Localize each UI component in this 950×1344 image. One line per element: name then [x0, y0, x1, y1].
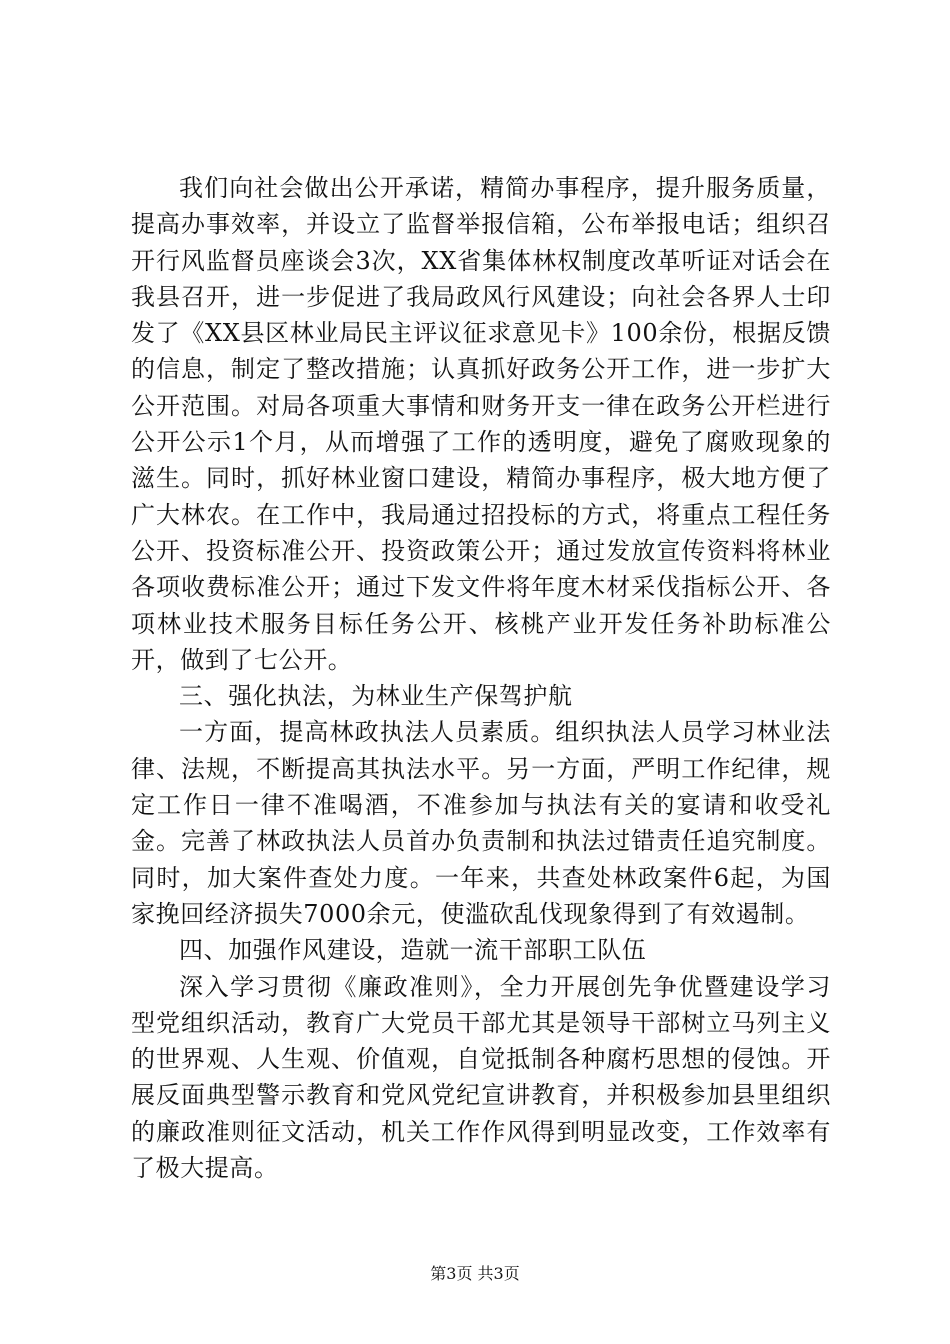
page-number-footer: 第3页 共3页 [430, 1264, 520, 1283]
section-heading-law-enforcement: 三、强化执法，为林业生产保驾护航 [179, 682, 573, 711]
paragraph-law-enforcement: 一方面，提高林政执法人员素质。组织执法人员学习林业法律、法规，不断提高其执法水平。另一方面，严明工作纪律，规定工作日一律不准喝酒，不准参加与执法有关的宴请和收受礼金。完善了林政执法人员首办负责制和执法过错责任追究制度。同时，加大案件查处力度。一年来，共查处林政案件6起，为国家挽回经济损失7000余元，使滥砍乱伐现象得到了有效遏制。 [131, 718, 831, 928]
section-heading-work-style: 四、加强作风建设，造就一流干部职工队伍 [179, 936, 647, 965]
document-body [131, 170, 831, 1186]
paragraph-integrity-commitments: 我们向社会做出公开承诺，精简办事程序，提升服务质量，提高办事效率，并设立了监督举报信箱，公布举报电话；组织召开行风监督员座谈会3次，XX省集体林权制度改革听证对话会在我县召开，进一步促进了我局政风行风建设；向社会各界人士印发了《XX县区林业局民主评议征求意见卡》100余份，根据反馈的信息，制定了整改措施；认真抓好政务公开工作，进一步扩大公开范围。对局各项重大事情和财务开支一律在政务公开栏进行公开公示1个月，从而增强了工作的透明度，避免了腐败现象的滋生。同时，抓好林业窗口建设，精简办事程序，极大地方便了广大林农。在工作中，我局通过招投标的方式，将重点工程任务公开、投资标准公开、投资政策公开；通过发放宣传资料将林业各项收费标准公开；通过下发文件将年度木材采伐指标公开、各项林业技术服务目标任务公开、核桃产业开发任务补助标准公开，做到了七公开。 [131, 174, 831, 674]
paragraph-work-style: 深入学习贯彻《廉政准则》，全力开展创先争优暨建设学习型党组织活动，教育广大党员干部尤其是领导干部树立马列主义的世界观、人生观、价值观，自觉抵制各种腐朽思想的侵蚀。开展反面典型警示教育和党风党纪宣讲教育，并积极参加县里组织的廉政准则征文活动，机关工作作风得到明显改变，工作效率有了极大提高。 [131, 972, 831, 1183]
